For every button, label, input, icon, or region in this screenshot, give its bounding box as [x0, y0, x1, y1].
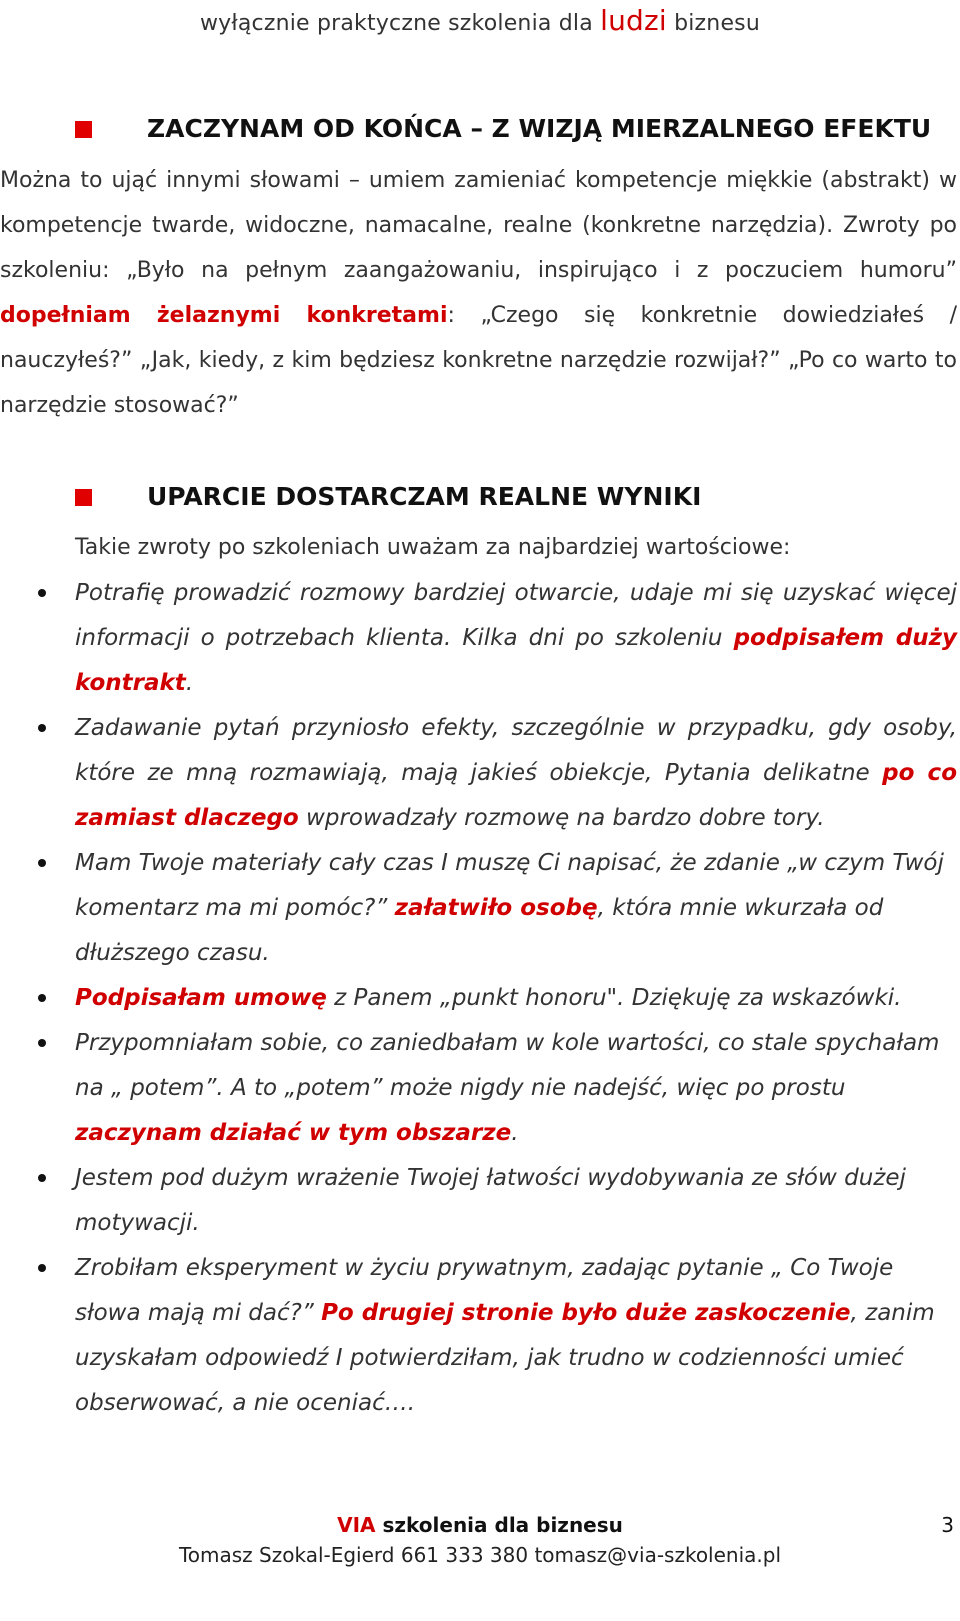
list-item: Zadawanie pytań przyniosło efekty, szczególnie w przypadku, gdy osoby, które ze mną rozmawiają, mają jakieś obiekcje, Pytania delikatne po co zamiast dlaczego wprowadzały rozmowę na bardzo dobre tory. — [75, 706, 957, 841]
section1-paragraph — [0, 158, 957, 428]
section2-title: UPARCIE DOSTARCZAM REALNE WYNIKI — [147, 482, 702, 511]
list-item: Potrafię prowadzić rozmowy bardziej otwarcie, udaje mi się uzyskać więcej informacji o potrzebach klienta. Kilka dni po szkoleniu podpisałem duży kontrakt. — [75, 571, 957, 706]
footer-rest: szkolenia dla biznesu — [375, 1513, 623, 1537]
footer-title — [0, 1513, 960, 1537]
item-highlight: Po drugiej stronie było duże zaskoczenie — [321, 1300, 851, 1326]
item-highlight: zaczynam działać w tym obszarze — [75, 1120, 512, 1146]
list-item: Podpisałam umowę z Panem „punkt honoru". Dziękuję za wskazówki. — [75, 976, 957, 1021]
quotes-list — [75, 571, 957, 1426]
bullet-icon — [38, 724, 46, 732]
list-item: Mam Twoje materiały cały czas I muszę Ci napisać, że zdanie „w czym Twój komentarz ma mi pomóc?” załatwiło osobę, która mnie wkurzała od dłuższego czasu. — [75, 841, 957, 976]
section1-text1: Można to ująć innymi słowami – umiem zamieniać kompetencje miękkie (abstrakt) w kompetencje twarde, widoczne, namacalne, realne (konkretne narzędzia). Zwroty po szkoleniu: „Było na pełnym zaangażowaniu, inspirująco i z poczuciem humoru” — [0, 168, 957, 283]
header-brand: ludzi — [600, 4, 667, 37]
bullet-icon — [38, 1264, 46, 1272]
list-item: Zrobiłam eksperyment w życiu prywatnym, zadając pytanie „ Co Twoje słowa mają mi dać?” Po drugiej stronie było duże zaskoczenie, zanim uzyskałam odpowiedź I potwierdziłam, jak trudno w codzienności umieć obserwować, a nie oceniać…. — [75, 1246, 957, 1426]
footer-via: VIA — [337, 1513, 376, 1537]
footer-contact: Tomasz Szokal-Egierd 661 333 380 tomasz@via-szkolenia.pl — [178, 1543, 782, 1567]
header-text-post: biznesu — [666, 11, 760, 36]
page-number: 3 — [941, 1513, 954, 1537]
section2-intro: Takie zwroty po szkoleniach uważam za najbardziej wartościowe: — [75, 535, 791, 560]
header-text-pre: wyłącznie praktyczne szkolenia dla — [199, 11, 601, 36]
item-highlight: załatwiło osobę — [394, 895, 598, 921]
item-highlight: Podpisałam umowę — [75, 985, 327, 1011]
bullet-icon — [38, 859, 46, 867]
bullet-icon — [38, 1039, 46, 1047]
list-item: Jestem pod dużym wrażenie Twojej łatwości wydobywania ze słów dużej motywacji. — [75, 1156, 957, 1246]
section1-highlight: dopełniam żelaznymi konkretami — [0, 303, 448, 328]
bullet-icon — [38, 1174, 46, 1182]
red-square-bullet-icon — [75, 121, 92, 138]
section1-title: ZACZYNAM OD KOŃCA – Z WIZJĄ MIERZALNEGO EFEKTU — [147, 114, 932, 143]
item-highlight: po co zamiast dlaczego — [75, 760, 957, 831]
section1-text2: : „Czego się konkretnie dowiedziałeś / nauczyłeś?” „Jak, kiedy, z kim będziesz konkretne narzędzie rozwijał?” „Po co warto to narzędzie stosować?” — [0, 303, 957, 418]
list-item: Przypomniałam sobie, co zaniedbałam w kole wartości, co stale spychałam na „ potem”. A to „potem” może nigdy nie nadejść, więc po prostu zaczynam działać w tym obszarze. — [75, 1021, 957, 1156]
bullet-icon — [38, 994, 46, 1002]
item-highlight: podpisałem duży kontrakt — [75, 625, 958, 696]
page-header — [0, 4, 960, 37]
bullet-icon — [38, 589, 46, 597]
red-square-bullet-icon — [75, 489, 92, 506]
